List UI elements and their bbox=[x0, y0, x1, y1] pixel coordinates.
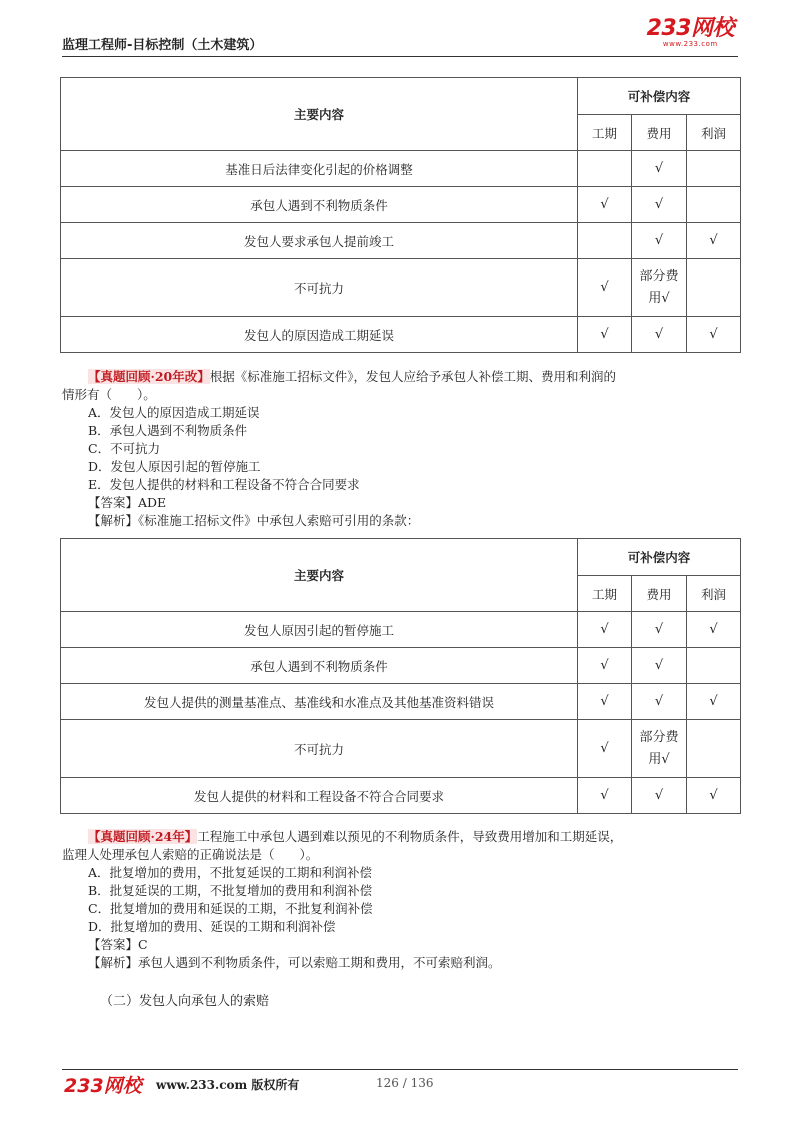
document-title: 监理工程师-目标控制（土木建筑） bbox=[62, 38, 263, 53]
question-tag: 【真题回顾·20年改】 bbox=[88, 369, 210, 384]
table-row bbox=[61, 612, 741, 648]
time-cell: √ bbox=[578, 317, 632, 353]
time-cell bbox=[578, 151, 632, 187]
row-content: 发包人要求承包人提前竣工 bbox=[61, 223, 578, 259]
time-cell bbox=[578, 223, 632, 259]
compensable-header: 可补偿内容 bbox=[578, 539, 741, 576]
option-d: D．发包人原因引起的暂停施工 bbox=[88, 459, 261, 474]
profit-cell bbox=[687, 259, 741, 317]
option-b: B．批复延误的工期，不批复增加的费用和利润补偿 bbox=[88, 883, 373, 898]
profit-cell bbox=[687, 151, 741, 187]
cost-header: 费用 bbox=[632, 115, 687, 151]
profit-cell bbox=[687, 187, 741, 223]
table-row bbox=[61, 151, 741, 187]
profit-cell bbox=[687, 648, 741, 684]
cost-cell bbox=[632, 720, 687, 778]
time-header: 工期 bbox=[578, 115, 632, 151]
option-a: A．批复增加的费用，不批复延误的工期和利润补偿 bbox=[88, 865, 373, 880]
question-text: 根据《标准施工招标文件》，发包人应给予承包人补偿工期、费用和利润的 bbox=[209, 369, 617, 384]
brand-logo bbox=[647, 16, 734, 48]
profit-cell: √ bbox=[687, 778, 741, 814]
time-header: 工期 bbox=[578, 576, 632, 612]
row-content: 不可抗力 bbox=[61, 720, 578, 778]
table-row bbox=[61, 259, 741, 317]
question-text-cont: 情形有（ ）。 bbox=[62, 387, 156, 402]
cost-cell bbox=[632, 259, 687, 317]
question-stem bbox=[88, 828, 748, 846]
cost-cell: √ bbox=[632, 684, 687, 720]
table-row bbox=[61, 223, 741, 259]
row-content: 发包人原因引起的暂停施工 bbox=[61, 612, 578, 648]
profit-cell: √ bbox=[687, 684, 741, 720]
time-cell: √ bbox=[578, 778, 632, 814]
question-2 bbox=[62, 828, 748, 972]
table-row bbox=[61, 684, 741, 720]
profit-cell: √ bbox=[687, 612, 741, 648]
profit-header: 利润 bbox=[687, 115, 741, 151]
row-content: 承包人遇到不利物质条件 bbox=[61, 648, 578, 684]
profit-cell: √ bbox=[687, 223, 741, 259]
row-content: 发包人的原因造成工期延误 bbox=[61, 317, 578, 353]
cost-cell: √ bbox=[632, 187, 687, 223]
footer-site: www.233.com 版权所有 bbox=[156, 1078, 300, 1092]
logo-text: 233网校 bbox=[646, 16, 734, 41]
cost-cell: √ bbox=[632, 317, 687, 353]
option-c: C．批复增加的费用和延误的工期，不批复利润补偿 bbox=[88, 901, 373, 916]
analysis: 【解析】承包人遇到不利物质条件，可以索赔工期和费用，不可索赔利润。 bbox=[88, 955, 501, 970]
footer-divider bbox=[62, 1069, 738, 1070]
row-content: 发包人提供的测量基准点、基准线和水准点及其他基准资料错误 bbox=[61, 684, 578, 720]
main-content-header: 主要内容 bbox=[61, 78, 578, 151]
analysis: 【解析】《标准施工招标文件》中承包人索赔可引用的条款： bbox=[88, 513, 420, 528]
row-content: 不可抗力 bbox=[61, 259, 578, 317]
table-row bbox=[61, 778, 741, 814]
main-content-header: 主要内容 bbox=[61, 539, 578, 612]
row-content: 承包人遇到不利物质条件 bbox=[61, 187, 578, 223]
time-cell: √ bbox=[578, 612, 632, 648]
time-cell: √ bbox=[578, 684, 632, 720]
option-c: C．不可抗力 bbox=[88, 441, 161, 456]
option-e: E．发包人提供的材料和工程设备不符合合同要求 bbox=[88, 477, 360, 492]
logo-url: www.233.com bbox=[662, 40, 718, 48]
time-cell: √ bbox=[578, 259, 632, 317]
question-stem bbox=[88, 368, 748, 386]
compensation-table-1 bbox=[60, 77, 741, 353]
cost-cell: √ bbox=[632, 223, 687, 259]
table-row bbox=[61, 648, 741, 684]
time-cell: √ bbox=[578, 187, 632, 223]
option-d: D．批复增加的费用、延误的工期和利润补偿 bbox=[88, 919, 336, 934]
cost-cell: √ bbox=[632, 612, 687, 648]
cost-cell: √ bbox=[632, 648, 687, 684]
compensable-header: 可补偿内容 bbox=[578, 78, 741, 115]
header-divider bbox=[62, 56, 738, 57]
option-a: A．发包人的原因造成工期延误 bbox=[88, 405, 260, 420]
answer: 【答案】C bbox=[88, 937, 148, 952]
question-text: 工程施工中承包人遇到难以预见的不利物质条件，导致费用增加和工期延误， bbox=[197, 829, 623, 844]
profit-cell: √ bbox=[687, 317, 741, 353]
partial-cost-text: 部分费用√ bbox=[639, 729, 679, 767]
cost-header: 费用 bbox=[632, 576, 687, 612]
question-text-cont: 监理人处理承包人索赔的正确说法是（ ）。 bbox=[62, 847, 319, 862]
table-row bbox=[61, 187, 741, 223]
option-b: B．承包人遇到不利物质条件 bbox=[88, 423, 248, 438]
cost-cell: √ bbox=[632, 151, 687, 187]
compensation-table-2 bbox=[60, 538, 741, 814]
row-content: 发包人提供的材料和工程设备不符合合同要求 bbox=[61, 778, 578, 814]
footer-logo: 233网校 bbox=[64, 1075, 142, 1097]
question-1 bbox=[62, 368, 748, 530]
section-heading: （二）发包人向承包人的索赔 bbox=[100, 994, 270, 1009]
partial-cost-text: 部分费用√ bbox=[639, 268, 679, 306]
row-content: 基准日后法律变化引起的价格调整 bbox=[61, 151, 578, 187]
table-row bbox=[61, 317, 741, 353]
time-cell: √ bbox=[578, 720, 632, 778]
question-tag: 【真题回顾·24年】 bbox=[88, 829, 198, 844]
time-cell: √ bbox=[578, 648, 632, 684]
profit-cell bbox=[687, 720, 741, 778]
cost-cell: √ bbox=[632, 778, 687, 814]
answer: 【答案】ADE bbox=[88, 495, 167, 510]
profit-header: 利润 bbox=[687, 576, 741, 612]
table-row bbox=[61, 720, 741, 778]
page-number: 126 / 136 bbox=[376, 1076, 434, 1090]
